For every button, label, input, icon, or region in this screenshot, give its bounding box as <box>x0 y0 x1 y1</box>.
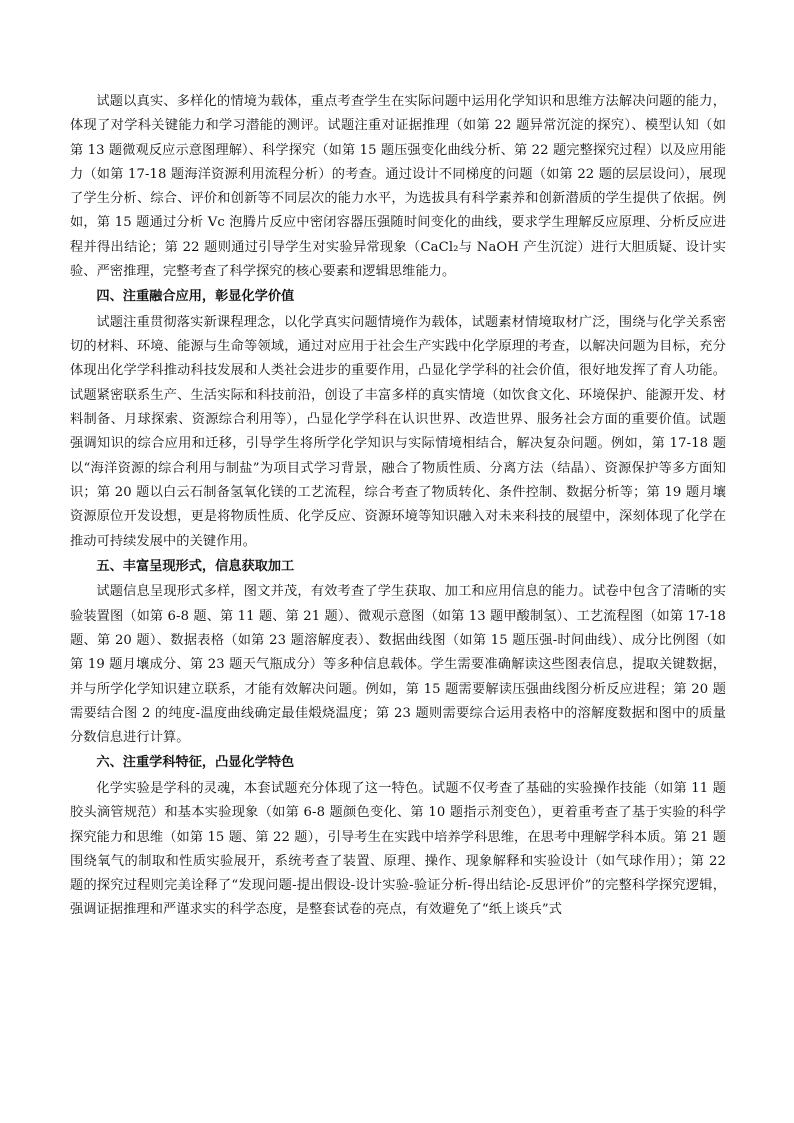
section-heading-5: 五、丰富呈现形式，信息获取加工 <box>96 558 295 574</box>
document-body <box>70 90 726 923</box>
paragraph-integration-application: 试题注重贯彻落实新课程理念，以化学真实问题情境作为载体，试题素材情境取材广泛，围绕与化学关系密切的材料、环境、能源与生命等领域，通过对应用于社会生产实践中化学原理的考查，以解决问题为目标，充分体现出化学学科推动科技发展和人类社会进步的重要作用，凸显化学学科的社会价值，很好地发挥了育人功能。试题紧密联系生产、生活实际和科技前沿，创设了丰富多样的真实情境（如饮食文化、环境保护、能源开发、材料制备、月球探索、资源综合利用等），凸显化学学科在认识世界、改造世界、服务社会方面的重要价值。试题强调知识的综合应用和迁移，引导学生将所学化学知识与实际情境相结合，解决复杂问题。例如，第 17-18 题以“海洋资源的综合利用与制盐”为项目式学习背景，融合了物质性质、分离方法（结晶）、资源保护等多方面知识；第 20 题以白云石制备氢氧化镁的工艺流程，综合考查了物质转化、条件控制、数据分析等；第 19 题月壤资源原位开发设想，更是将物质性质、化学反应、资源环境等知识融入对未来科技的展望中，深刻体现了化学在推动可持续发展中的关键作用。 <box>70 314 726 549</box>
paragraph-ability-assessment: 试题以真实、多样化的情境为载体，重点考查学生在实际问题中运用化学知识和思维方法解决问题的能力，体现了对学科关键能力和学习潜能的测评。试题注重对证据推理（如第 22 题异常沉淀的探究）、模型认知（如第 13 题微观反应示意图理解）、科学探究（如第 15 题压强变化曲线分析、第 22 题完整探究过程）以及应用能力（如第 17-18 题海洋资源利用流程分析）的考查。通过设计不同梯度的问题（如第 22 题的层层设问），展现了学生分析、综合、评价和创新等不同层次的能力水平，为选拔具有科学素养和创新潜质的学生提供了依据。例如，第 15 题通过分析 Vc 泡腾片反应中密闭容器压强随时间变化的曲线，要求学生理解反应原理、分析反应进程并得出结论；第 22 题则通过引导学生对实验异常现象（CaCl₂与 NaOH 产生沉淀）进行大胆质疑、设计实验、严密推理，完整考查了科学探究的核心要素和逻辑思维能力。 <box>70 94 726 280</box>
section-heading-6: 六、注重学科特征，凸显化学特色 <box>96 755 295 771</box>
paragraph-subject-features: 化学实验是学科的灵魂，本套试题充分体现了这一特色。试题不仅考查了基础的实验操作技能（如第 11 题胶头滴管规范）和基本实验现象（如第 6-8 题颜色变化、第 10 题指示剂变色），更着重考查了基于实验的科学探究能力和思维（如第 15 题、第 22 题），引导考生在实践中培养学科思维，在思考中理解学科本质。第 21 题围绕氧气的制取和性质实验展开，系统考查了装置、原理、操作、现象解释和实验设计（如气球作用）；第 22 题的探究过程则完美诠释了“发现问题-提出假设-设计实验-验证分析-得出结论-反思评价”的完整科学探究逻辑，强调证据推理和严谨求实的科学态度，是整套试卷的亮点，有效避免了“纸上谈兵”式 <box>70 780 726 918</box>
section-heading-4: 四、注重融合应用，彰显化学价值 <box>96 289 295 305</box>
paragraph-information-presentation: 试题信息呈现形式多样，图文并茂，有效考查了学生获取、加工和应用信息的能力。试卷中包含了清晰的实验装置图（如第 6-8 题、第 11 题、第 21 题）、微观示意图（如第 13 题甲酸制氢）、工艺流程图（如第 17-18 题、第 20 题）、数据表格（如第 23 题溶解度表）、数据曲线图（如第 15 题压强-时间曲线）、成分比例图（如第 19 题月壤成分、第 23 题天气瓶成分）等多种信息载体。学生需要准确解读这些图表信息，提取关键数据，并与所学化学知识建立联系，才能有效解决问题。例如，第 15 题需要解读压强曲线图分析反应进程；第 20 题需要结合图 2 的纯度-温度曲线确定最佳煅烧温度；第 23 题则需要综合运用表格中的溶解度数据和图中的质量分数信息进行计算。 <box>70 584 726 746</box>
